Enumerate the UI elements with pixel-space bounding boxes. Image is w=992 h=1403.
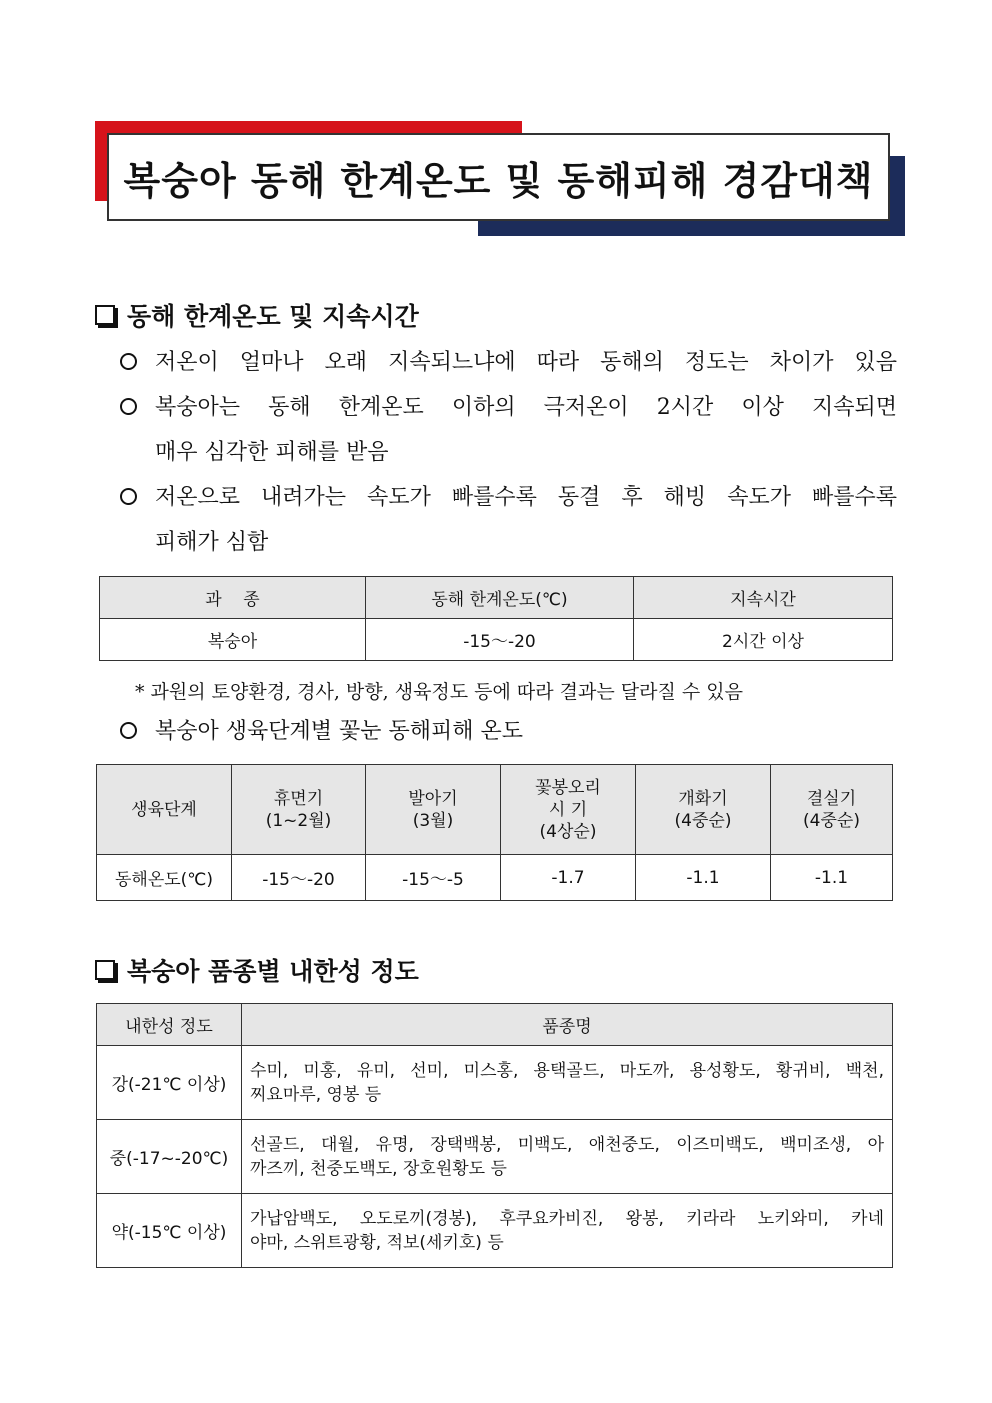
- table-header: 생육단계: [97, 765, 232, 855]
- table-header: 품종명: [242, 1004, 893, 1046]
- table-header: 발아기 (3월): [366, 765, 501, 855]
- table-cell: 강(-21℃ 이상): [97, 1046, 242, 1120]
- table-header: 지속시간: [634, 577, 893, 619]
- page-title: 복숭아 동해 한계온도 및 동해피해 경감대책: [123, 158, 874, 203]
- table-header: 과 종: [100, 577, 366, 619]
- bullet-item: 저온이 얼마나 오래 지속되느냐에 따라 동해의 정도는 차이가 있음: [120, 345, 897, 376]
- circle-bullet-icon: [120, 398, 137, 415]
- table-header: 개화기 (4중순): [636, 765, 771, 855]
- bullet-continuation: 피해가 심함: [155, 530, 269, 555]
- table-cell: 동해온도(℃): [97, 855, 232, 901]
- bullet-continuation: 매우 심각한 피해를 받음: [155, 440, 389, 465]
- table-header: 꽃봉오리 시 기 (4상순): [501, 765, 636, 855]
- bullet-item: 복숭아 생육단계별 꽃눈 동해피해 온도: [120, 714, 523, 745]
- table-header: 동해 한계온도(℃): [366, 577, 634, 619]
- title-banner: [95, 121, 905, 236]
- table-header: 휴면기 (1~2월): [232, 765, 366, 855]
- circle-bullet-icon: [120, 722, 137, 739]
- table-cell: 선골드, 대월, 유명, 장택백봉, 미백도, 애천중도, 이즈미백도, 백미조생, 아 까즈끼, 천중도백도, 장호원황도 등: [242, 1120, 893, 1194]
- circle-bullet-icon: [120, 353, 137, 370]
- table-cell: -15～-5: [366, 855, 501, 901]
- square-bullet-icon: [95, 960, 115, 980]
- table-cell: -1.1: [636, 855, 771, 901]
- freeze-threshold-table: [99, 576, 893, 661]
- table-cell: 중(-17~-20℃): [97, 1120, 242, 1194]
- growth-stage-table: [96, 764, 893, 901]
- bullet-item: 복숭아는 동해 한계온도 이하의 극저온이 2시간 이상 지속되면: [120, 390, 897, 421]
- table-cell: -15～-20: [232, 855, 366, 901]
- square-bullet-icon: [95, 305, 115, 325]
- table-cell: 가납암백도, 오도로끼(경봉), 후쿠요카비진, 왕봉, 키라라 노키와미, 카네 야마, 스위트광황, 적보(세키호) 등: [242, 1194, 893, 1268]
- table-cell: 2시간 이상: [634, 619, 893, 661]
- table-cell: 약(-15℃ 이상): [97, 1194, 242, 1268]
- table-cell: -1.1: [771, 855, 893, 901]
- table-cell: -1.7: [501, 855, 636, 901]
- bullet-item: 저온으로 내려가는 속도가 빠를수록 동결 후 해빙 속도가 빠를수록: [120, 480, 897, 511]
- section-heading-1: [95, 297, 419, 333]
- table-header: 내한성 정도: [97, 1004, 242, 1046]
- footnote: * 과원의 토양환경, 경사, 방향, 생육정도 등에 따라 결과는 달라질 수 있음: [135, 681, 743, 703]
- section-heading-2: [95, 952, 419, 988]
- circle-bullet-icon: [120, 488, 137, 505]
- table-cell: 복숭아: [100, 619, 366, 661]
- table-header: 결실기 (4중순): [771, 765, 893, 855]
- title-box: [107, 133, 890, 221]
- table-cell: -15～-20: [366, 619, 634, 661]
- cold-hardiness-table: [96, 1003, 893, 1268]
- section-heading-text: 복숭아 품종별 내한성 정도: [127, 957, 419, 986]
- section-heading-text: 동해 한계온도 및 지속시간: [127, 302, 419, 331]
- table-cell: 수미, 미홍, 유미, 선미, 미스홍, 용택골드, 마도까, 용성황도, 황귀비, 백천, 찌요마루, 영봉 등: [242, 1046, 893, 1120]
